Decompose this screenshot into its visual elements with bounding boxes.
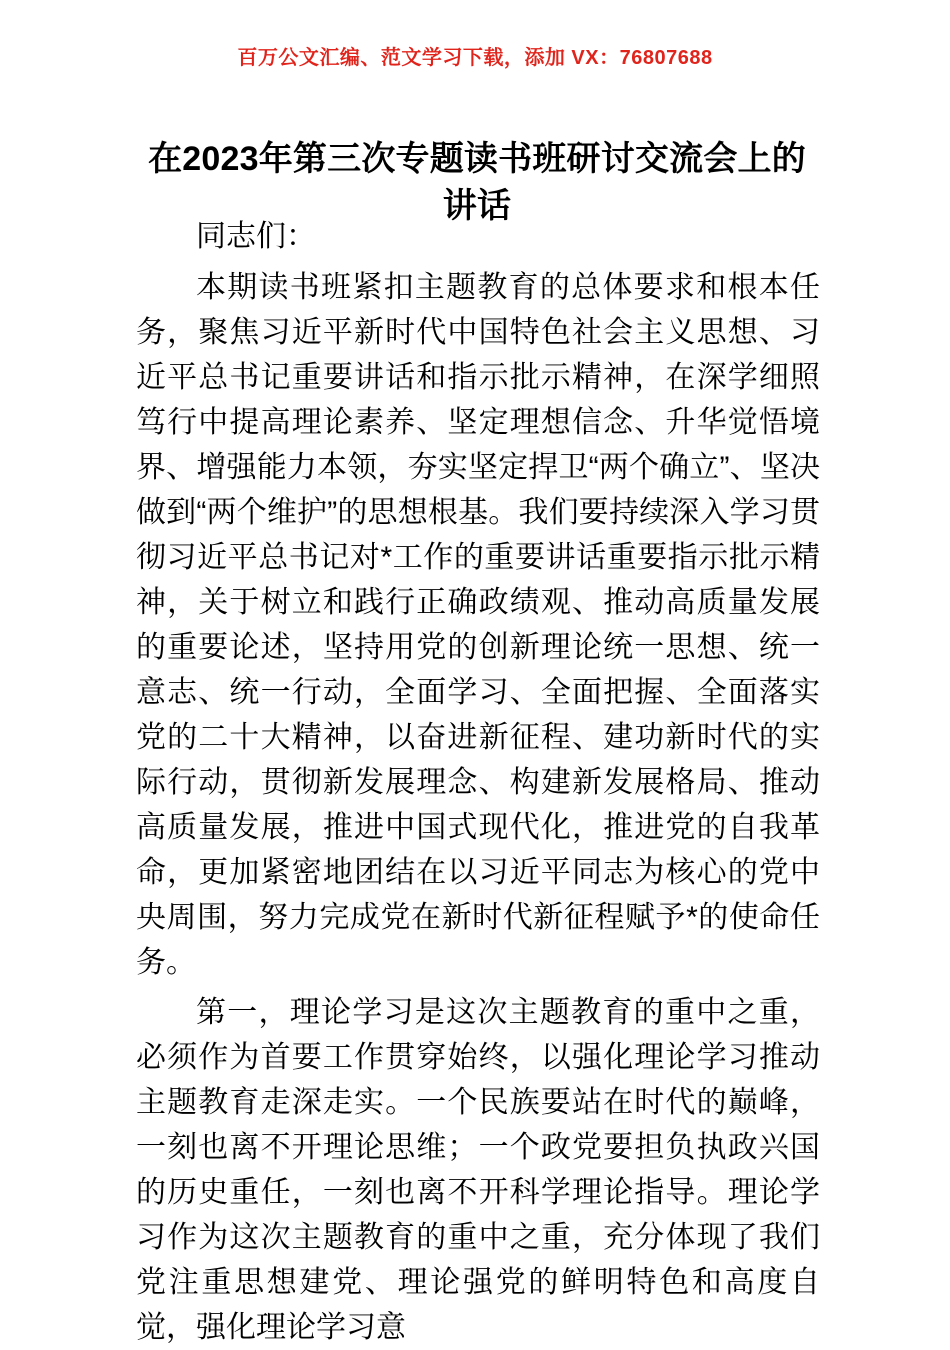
paragraph-2: 第一，理论学习是这次主题教育的重中之重，必须作为首要工作贯穿始终，以强化理论学习推动主题教育走深走实。一个民族要站在时代的巅峰，一刻也离不开理论思维；一个政党要担负执政兴国的历史重任，一刻也离不开科学理论指导。理论学习作为这次主题教育的重中之重，充分体现了我们党注重思想建党、理论强党的鲜明特色和高度自觉，强化理论学习意 (136, 996, 820, 1344)
page-title: 在2023年第三次专题读书班研讨交流会上的讲话 (148, 139, 806, 225)
paragraph-1: 本期读书班紧扣主题教育的总体要求和根本任务，聚焦习近平新时代中国特色社会主义思想、习近平总书记重要讲话和指示批示精神，在深学细照笃行中提高理论素养、坚定理想信念、升华觉悟境界、增强能力本领，夯实坚定捍卫“两个确立”、坚决做到“两个维护”的思想根基。我们要持续深入学习贯彻习近平总书记对*工作的重要讲话重要指示批示精神，关于树立和践行正确政绩观、推动高质量发展的重要论述，坚持用党的创新理论统一思想、统一意志、统一行动，全面学习、全面把握、全面落实党的二十大精神，以奋进新征程、建功新时代的实际行动，贯彻新发展理念、构建新发展格局、推动高质量发展，推进中国式现代化，推进党的自我革命，更加紧密地团结在以习近平同志为核心的党中央周围，努力完成党在新时代新征程赋予*的使命任务。 (136, 271, 820, 979)
document-body (136, 214, 820, 1344)
paragraph-salutation: 同志们： (196, 220, 316, 253)
promo-header-text: 百万公文汇编、范文学习下载，添加 VX：76807688 (237, 47, 713, 69)
